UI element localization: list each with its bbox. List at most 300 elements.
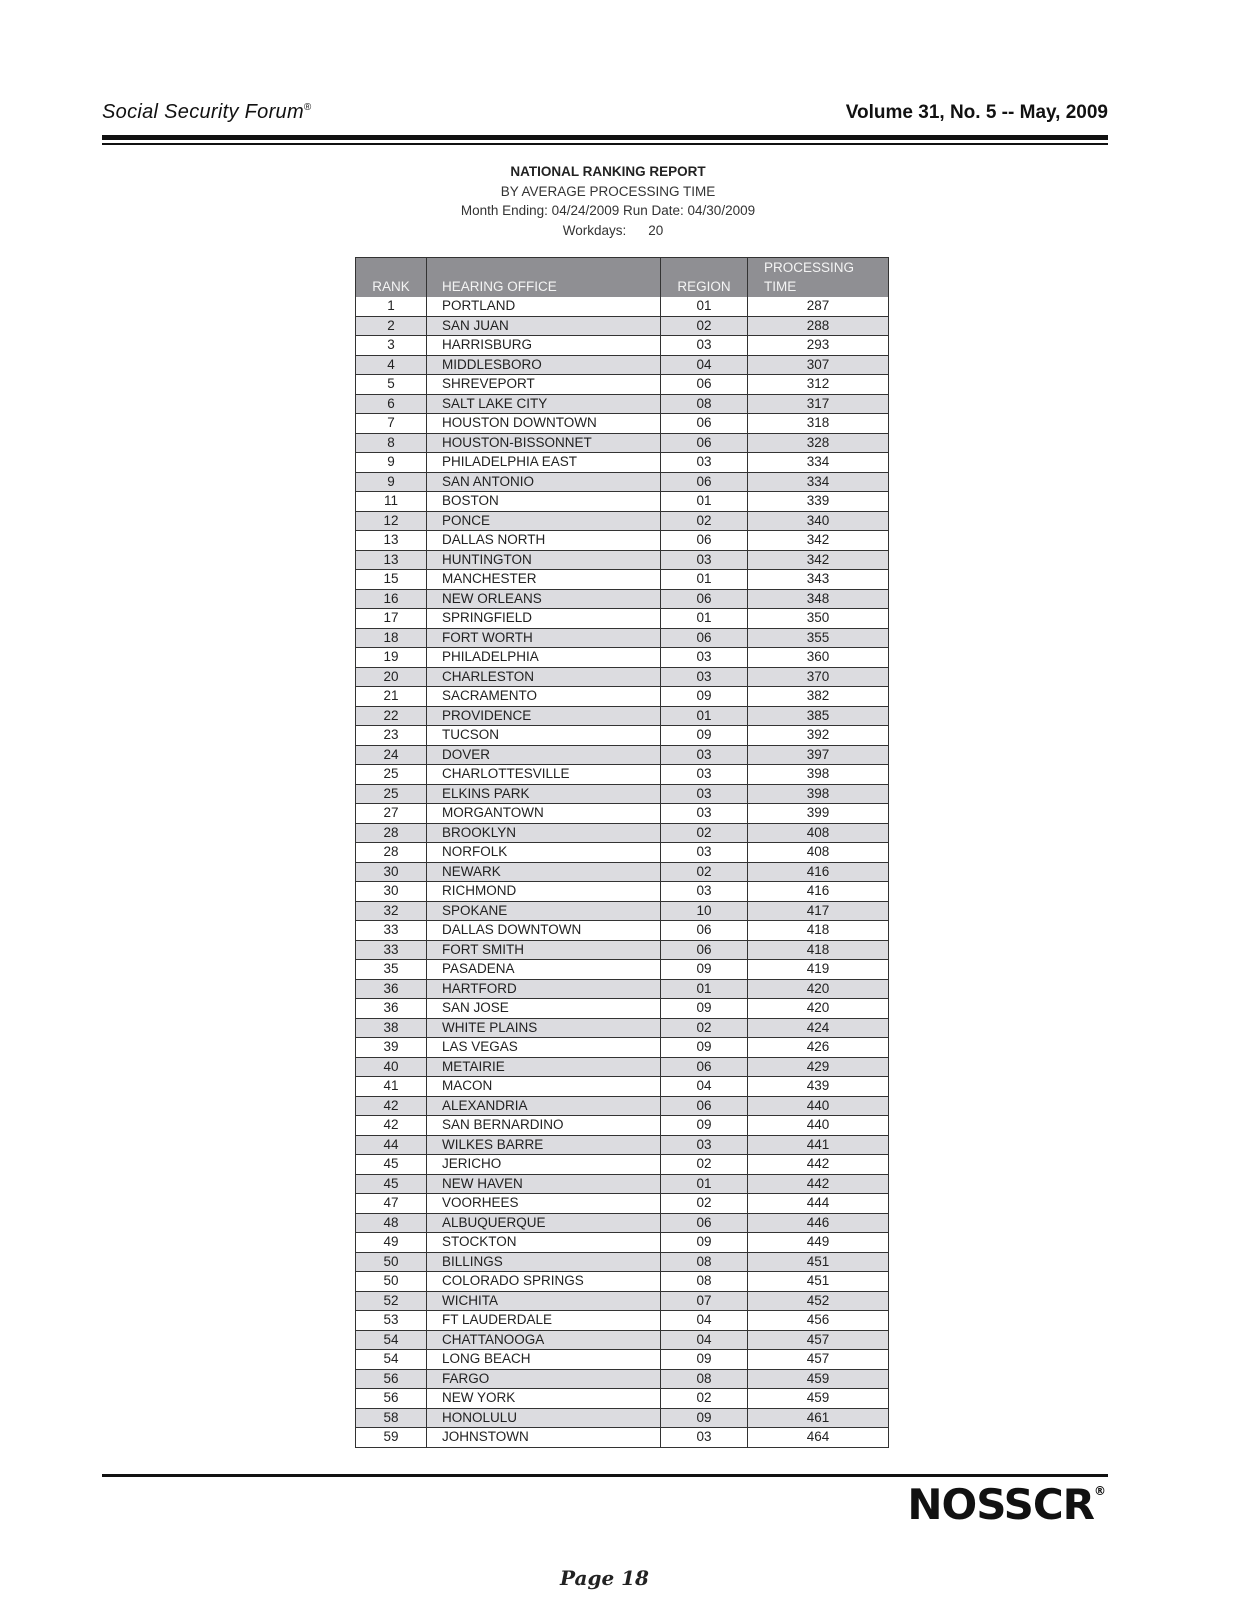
cell-office: SPOKANE (427, 901, 661, 921)
cell-rank: 12 (356, 511, 427, 531)
table-row (356, 667, 889, 687)
cell-office: SHREVEPORT (427, 375, 661, 395)
cell-office: PHILADELPHIA EAST (427, 453, 661, 473)
table-row (356, 472, 889, 492)
cell-rank: 45 (356, 1155, 427, 1175)
cell-office: PONCE (427, 511, 661, 531)
table-row (356, 531, 889, 551)
table-row (356, 1077, 889, 1097)
cell-time: 288 (748, 316, 889, 336)
cell-time: 461 (748, 1408, 889, 1428)
cell-region: 03 (661, 745, 748, 765)
cell-time: 399 (748, 804, 889, 824)
cell-office: NEW HAVEN (427, 1174, 661, 1194)
cell-office: TUCSON (427, 726, 661, 746)
cell-region: 01 (661, 706, 748, 726)
cell-rank: 9 (356, 453, 427, 473)
table-row (356, 1252, 889, 1272)
cell-region: 03 (661, 336, 748, 356)
table-row (356, 745, 889, 765)
cell-time: 446 (748, 1213, 889, 1233)
issue-info: Volume 31, No. 5 -- May, 2009 (845, 102, 1108, 123)
cell-rank: 54 (356, 1330, 427, 1350)
cell-region: 09 (661, 1350, 748, 1370)
col-time-header-line2: TIME (764, 279, 797, 294)
cell-time: 370 (748, 667, 889, 687)
cell-rank: 16 (356, 589, 427, 609)
cell-region: 06 (661, 940, 748, 960)
workdays-value: 20 (648, 222, 664, 238)
cell-time: 385 (748, 706, 889, 726)
cell-rank: 32 (356, 901, 427, 921)
table-row (356, 1174, 889, 1194)
cell-time: 318 (748, 414, 889, 434)
cell-office: MACON (427, 1077, 661, 1097)
cell-rank: 30 (356, 862, 427, 882)
cell-office: COLORADO SPRINGS (427, 1272, 661, 1292)
cell-time: 416 (748, 862, 889, 882)
cell-time: 398 (748, 765, 889, 785)
table-row (356, 765, 889, 785)
cell-rank: 23 (356, 726, 427, 746)
cell-time: 441 (748, 1135, 889, 1155)
cell-region: 02 (661, 1155, 748, 1175)
cell-region: 08 (661, 394, 748, 414)
cell-region: 01 (661, 979, 748, 999)
cell-region: 02 (661, 316, 748, 336)
cell-region: 01 (661, 1174, 748, 1194)
cell-rank: 40 (356, 1057, 427, 1077)
cell-office: HOUSTON DOWNTOWN (427, 414, 661, 434)
cell-region: 06 (661, 1213, 748, 1233)
cell-time: 459 (748, 1369, 889, 1389)
cell-rank: 35 (356, 960, 427, 980)
cell-region: 06 (661, 589, 748, 609)
cell-region: 03 (661, 1135, 748, 1155)
cell-rank: 7 (356, 414, 427, 434)
cell-office: FORT SMITH (427, 940, 661, 960)
cell-office: ALBUQUERQUE (427, 1213, 661, 1233)
cell-office: ALEXANDRIA (427, 1096, 661, 1116)
cell-office: SAN JOSE (427, 999, 661, 1019)
cell-region: 01 (661, 570, 748, 590)
table-row (356, 979, 889, 999)
header-rule-thin (102, 143, 1108, 145)
table-row (356, 921, 889, 941)
cell-region: 09 (661, 1233, 748, 1253)
cell-office: HUNTINGTON (427, 550, 661, 570)
cell-rank: 13 (356, 531, 427, 551)
cell-office: DALLAS DOWNTOWN (427, 921, 661, 941)
header-rule-thick (102, 135, 1108, 140)
cell-time: 342 (748, 531, 889, 551)
cell-rank: 30 (356, 882, 427, 902)
table-row (356, 414, 889, 434)
cell-time: 440 (748, 1096, 889, 1116)
table-row (356, 706, 889, 726)
cell-office: JERICHO (427, 1155, 661, 1175)
cell-rank: 20 (356, 667, 427, 687)
table-row (356, 375, 889, 395)
cell-time: 457 (748, 1330, 889, 1350)
cell-office: JOHNSTOWN (427, 1428, 661, 1448)
cell-region: 10 (661, 901, 748, 921)
cell-office: VOORHEES (427, 1194, 661, 1214)
cell-office: SALT LAKE CITY (427, 394, 661, 414)
table-row (356, 940, 889, 960)
cell-office: HOUSTON-BISSONNET (427, 433, 661, 453)
table-row (356, 882, 889, 902)
table-row (356, 862, 889, 882)
cell-office: HONOLULU (427, 1408, 661, 1428)
cell-time: 397 (748, 745, 889, 765)
page-number: Page 18 (560, 1566, 649, 1590)
table-row (356, 999, 889, 1019)
cell-time: 418 (748, 940, 889, 960)
table-row (356, 1135, 889, 1155)
cell-office: PORTLAND (427, 297, 661, 316)
table-row (356, 804, 889, 824)
cell-time: 340 (748, 511, 889, 531)
cell-time: 328 (748, 433, 889, 453)
registered-mark: ® (303, 102, 312, 113)
cell-time: 307 (748, 355, 889, 375)
table-row (356, 1311, 889, 1331)
report-dates: Month Ending: 04/24/2009 Run Date: 04/30/2009 (460, 203, 756, 218)
cell-office: SPRINGFIELD (427, 609, 661, 629)
cell-time: 440 (748, 1116, 889, 1136)
cell-time: 355 (748, 628, 889, 648)
cell-rank: 5 (356, 375, 427, 395)
cell-time: 442 (748, 1174, 889, 1194)
table-row (356, 1213, 889, 1233)
cell-rank: 52 (356, 1291, 427, 1311)
cell-office: PHILADELPHIA (427, 648, 661, 668)
cell-region: 03 (661, 882, 748, 902)
cell-rank: 45 (356, 1174, 427, 1194)
report-title: NATIONAL RANKING REPORT (510, 164, 706, 179)
footer-rule (102, 1474, 1108, 1477)
cell-office: SAN BERNARDINO (427, 1116, 661, 1136)
cell-region: 02 (661, 1194, 748, 1214)
cell-region: 03 (661, 667, 748, 687)
table-row (356, 609, 889, 629)
cell-rank: 41 (356, 1077, 427, 1097)
cell-rank: 25 (356, 784, 427, 804)
table-header-row (356, 258, 889, 298)
cell-region: 09 (661, 687, 748, 707)
cell-region: 03 (661, 550, 748, 570)
cell-rank: 19 (356, 648, 427, 668)
report-subtitle: BY AVERAGE PROCESSING TIME (500, 183, 716, 199)
cell-rank: 11 (356, 492, 427, 512)
table-row (356, 589, 889, 609)
cell-time: 350 (748, 609, 889, 629)
report-heading (352, 162, 864, 240)
table-row (356, 511, 889, 531)
cell-time: 420 (748, 979, 889, 999)
cell-region: 06 (661, 1057, 748, 1077)
cell-time: 339 (748, 492, 889, 512)
cell-office: FARGO (427, 1369, 661, 1389)
workdays-label: Workdays: (562, 222, 627, 238)
table-row (356, 570, 889, 590)
cell-office: WICHITA (427, 1291, 661, 1311)
cell-region: 09 (661, 1408, 748, 1428)
cell-office: SAN ANTONIO (427, 472, 661, 492)
cell-region: 03 (661, 453, 748, 473)
cell-rank: 58 (356, 1408, 427, 1428)
table-row (356, 1233, 889, 1253)
table-row (356, 784, 889, 804)
table-row (356, 1038, 889, 1058)
cell-office: HARRISBURG (427, 336, 661, 356)
cell-rank: 33 (356, 940, 427, 960)
cell-region: 06 (661, 433, 748, 453)
cell-office: FT LAUDERDALE (427, 1311, 661, 1331)
cell-rank: 24 (356, 745, 427, 765)
cell-rank: 36 (356, 999, 427, 1019)
table-row (356, 960, 889, 980)
cell-time: 464 (748, 1428, 889, 1448)
cell-time: 293 (748, 336, 889, 356)
cell-region: 08 (661, 1252, 748, 1272)
cell-office: WILKES BARRE (427, 1135, 661, 1155)
cell-rank: 22 (356, 706, 427, 726)
cell-region: 03 (661, 1428, 748, 1448)
cell-rank: 33 (356, 921, 427, 941)
cell-time: 342 (748, 550, 889, 570)
table-row (356, 355, 889, 375)
cell-region: 01 (661, 492, 748, 512)
cell-office: PASADENA (427, 960, 661, 980)
cell-rank: 50 (356, 1252, 427, 1272)
cell-region: 02 (661, 823, 748, 843)
cell-rank: 4 (356, 355, 427, 375)
ranking-table (355, 257, 889, 1448)
cell-office: BOSTON (427, 492, 661, 512)
cell-office: BROOKLYN (427, 823, 661, 843)
table-row (356, 394, 889, 414)
table-row (356, 433, 889, 453)
cell-office: LAS VEGAS (427, 1038, 661, 1058)
cell-office: HARTFORD (427, 979, 661, 999)
cell-office: NORFOLK (427, 843, 661, 863)
cell-rank: 15 (356, 570, 427, 590)
cell-rank: 28 (356, 843, 427, 863)
cell-region: 09 (661, 999, 748, 1019)
table-body (356, 297, 889, 1447)
cell-region: 04 (661, 1311, 748, 1331)
table-row (356, 1428, 889, 1448)
cell-office: DALLAS NORTH (427, 531, 661, 551)
cell-rank: 8 (356, 433, 427, 453)
cell-rank: 28 (356, 823, 427, 843)
cell-rank: 48 (356, 1213, 427, 1233)
cell-region: 02 (661, 862, 748, 882)
cell-region: 02 (661, 1018, 748, 1038)
cell-rank: 25 (356, 765, 427, 785)
cell-time: 429 (748, 1057, 889, 1077)
cell-region: 04 (661, 355, 748, 375)
cell-office: SAN JUAN (427, 316, 661, 336)
cell-rank: 56 (356, 1389, 427, 1409)
table-row (356, 1389, 889, 1409)
cell-time: 408 (748, 843, 889, 863)
cell-region: 06 (661, 472, 748, 492)
col-rank-header: RANK (356, 258, 427, 298)
cell-office: WHITE PLAINS (427, 1018, 661, 1038)
cell-rank: 39 (356, 1038, 427, 1058)
cell-time: 334 (748, 472, 889, 492)
cell-time: 418 (748, 921, 889, 941)
cell-office: MANCHESTER (427, 570, 661, 590)
cell-time: 312 (748, 375, 889, 395)
cell-time: 392 (748, 726, 889, 746)
table-row (356, 1330, 889, 1350)
table-row (356, 453, 889, 473)
cell-time: 449 (748, 1233, 889, 1253)
cell-office: CHATTANOOGA (427, 1330, 661, 1350)
cell-region: 03 (661, 784, 748, 804)
cell-office: METAIRIE (427, 1057, 661, 1077)
cell-office: CHARLOTTESVILLE (427, 765, 661, 785)
table-row (356, 1116, 889, 1136)
cell-region: 04 (661, 1330, 748, 1350)
col-office-header: HEARING OFFICE (427, 258, 661, 298)
table-row (356, 1272, 889, 1292)
col-region-header: REGION (661, 258, 748, 298)
cell-time: 287 (748, 297, 889, 316)
cell-region: 06 (661, 921, 748, 941)
cell-office: STOCKTON (427, 1233, 661, 1253)
cell-time: 424 (748, 1018, 889, 1038)
cell-time: 439 (748, 1077, 889, 1097)
table-row (356, 336, 889, 356)
cell-office: NEW YORK (427, 1389, 661, 1409)
table-row (356, 1291, 889, 1311)
publication-name: Social Security Forum (102, 101, 304, 123)
table-row (356, 687, 889, 707)
logo-registered-mark: ® (1094, 1484, 1106, 1498)
table-row (356, 492, 889, 512)
cell-region: 06 (661, 414, 748, 434)
table-row (356, 648, 889, 668)
cell-rank: 49 (356, 1233, 427, 1253)
cell-rank: 27 (356, 804, 427, 824)
cell-office: FORT WORTH (427, 628, 661, 648)
table-row (356, 316, 889, 336)
cell-region: 09 (661, 1116, 748, 1136)
cell-rank: 38 (356, 1018, 427, 1038)
cell-region: 09 (661, 1038, 748, 1058)
cell-rank: 17 (356, 609, 427, 629)
cell-time: 457 (748, 1350, 889, 1370)
cell-time: 452 (748, 1291, 889, 1311)
cell-region: 03 (661, 843, 748, 863)
cell-rank: 3 (356, 336, 427, 356)
cell-office: CHARLESTON (427, 667, 661, 687)
nosscr-logo (907, 1480, 1106, 1529)
cell-time: 442 (748, 1155, 889, 1175)
table-row (356, 1194, 889, 1214)
cell-time: 459 (748, 1389, 889, 1409)
cell-region: 03 (661, 765, 748, 785)
cell-office: LONG BEACH (427, 1350, 661, 1370)
cell-office: ELKINS PARK (427, 784, 661, 804)
table-row (356, 823, 889, 843)
col-time-header (748, 258, 889, 298)
cell-office: BILLINGS (427, 1252, 661, 1272)
cell-office: RICHMOND (427, 882, 661, 902)
cell-rank: 50 (356, 1272, 427, 1292)
cell-region: 06 (661, 628, 748, 648)
cell-office: NEWARK (427, 862, 661, 882)
cell-time: 420 (748, 999, 889, 1019)
report-workdays (352, 221, 864, 241)
table-row (356, 1408, 889, 1428)
cell-time: 334 (748, 453, 889, 473)
table-row (356, 1350, 889, 1370)
cell-office: MIDDLESBORO (427, 355, 661, 375)
table-row (356, 1018, 889, 1038)
cell-region: 06 (661, 375, 748, 395)
cell-time: 317 (748, 394, 889, 414)
table-row (356, 843, 889, 863)
col-time-header-line1: PROCESSING (764, 260, 855, 275)
cell-rank: 42 (356, 1096, 427, 1116)
cell-office: NEW ORLEANS (427, 589, 661, 609)
cell-office: SACRAMENTO (427, 687, 661, 707)
cell-rank: 1 (356, 297, 427, 316)
cell-time: 398 (748, 784, 889, 804)
cell-region: 04 (661, 1077, 748, 1097)
cell-region: 06 (661, 1096, 748, 1116)
cell-rank: 13 (356, 550, 427, 570)
cell-time: 419 (748, 960, 889, 980)
table-row (356, 901, 889, 921)
table-row (356, 550, 889, 570)
cell-region: 02 (661, 1389, 748, 1409)
cell-region: 09 (661, 960, 748, 980)
cell-rank: 54 (356, 1350, 427, 1370)
cell-office: MORGANTOWN (427, 804, 661, 824)
cell-time: 451 (748, 1272, 889, 1292)
cell-rank: 53 (356, 1311, 427, 1331)
cell-region: 09 (661, 726, 748, 746)
cell-rank: 42 (356, 1116, 427, 1136)
cell-region: 03 (661, 804, 748, 824)
cell-region: 01 (661, 609, 748, 629)
cell-time: 343 (748, 570, 889, 590)
cell-rank: 21 (356, 687, 427, 707)
table-row (356, 628, 889, 648)
cell-rank: 6 (356, 394, 427, 414)
publication-title (102, 101, 312, 124)
cell-rank: 36 (356, 979, 427, 999)
table-row (356, 297, 889, 316)
cell-time: 360 (748, 648, 889, 668)
cell-rank: 2 (356, 316, 427, 336)
table-row (356, 1369, 889, 1389)
cell-time: 426 (748, 1038, 889, 1058)
cell-time: 444 (748, 1194, 889, 1214)
table-row (356, 1155, 889, 1175)
cell-region: 08 (661, 1272, 748, 1292)
cell-time: 348 (748, 589, 889, 609)
table-row (356, 1096, 889, 1116)
table-row (356, 1057, 889, 1077)
